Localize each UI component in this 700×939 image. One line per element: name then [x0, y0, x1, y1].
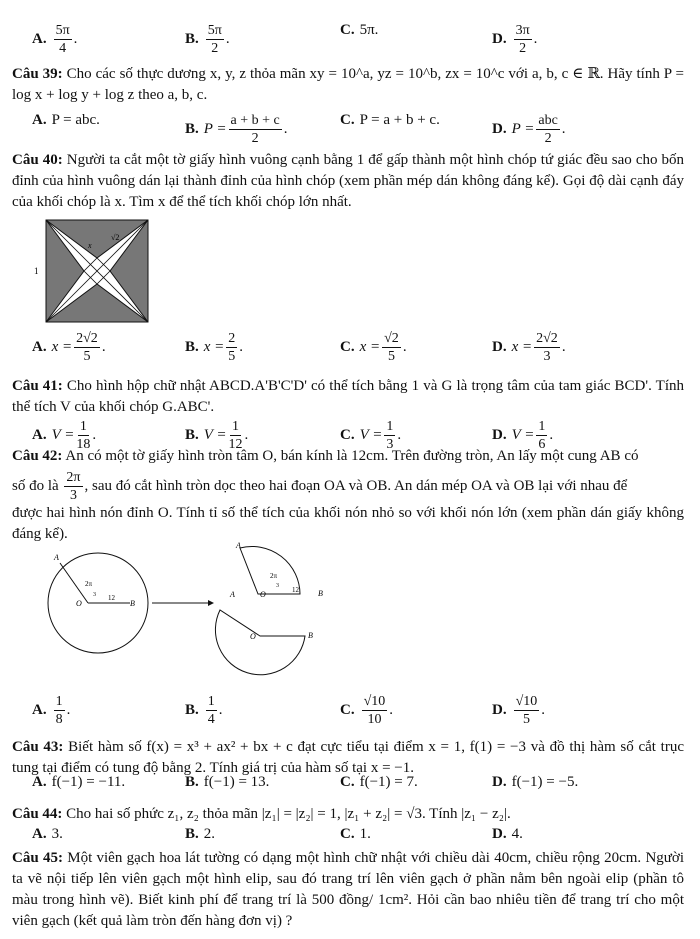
option-c: [340, 112, 440, 129]
option-suffix: .: [389, 702, 394, 718]
fraction-denominator: 2: [211, 41, 219, 56]
option-suffix: .: [101, 339, 106, 355]
q42-figure: [30, 538, 360, 688]
option-prefix: P =: [511, 121, 535, 137]
fraction-denominator: 18: [76, 437, 91, 452]
q42-body-b-post: , sau đó cắt hình tròn dọc theo hai đoạn OA và OB. An dán mép OA và OB lại với nhau để: [84, 477, 628, 494]
fraction-denominator: 12: [228, 437, 243, 452]
fraction-denominator: 2: [251, 131, 259, 146]
option-suffix: .: [541, 702, 546, 718]
option-text: 4.: [511, 826, 523, 842]
option-prefix: x =: [51, 339, 73, 355]
large-label-O: O: [250, 632, 256, 641]
option-text: f(−1) = 13.: [203, 774, 270, 790]
option-text: P = a + b + c.: [359, 112, 440, 128]
fraction-denominator: 5: [387, 349, 395, 364]
fraction-denominator: 8: [55, 712, 63, 727]
q41-label: Câu 41:: [12, 378, 63, 394]
label-A: A: [54, 553, 59, 562]
option-a: [32, 330, 106, 365]
sector-label-B: B: [318, 589, 323, 598]
label-B: B: [130, 599, 135, 608]
q45-body: Một viên gạch hoa lát tường có dạng một hình chữ nhật với chiều dài 40cm, chiều rộng 20cm. Người ta vẽ nội tiếp lên viên gạch một hình elip, sau đó trang trí lên viên gạch ở phần nằm bên ngoài elip (phần tô màu trong hình vẽ). Biết kinh phí để trang trí là 500 đồng/ 1cm². Hỏi cần bao nhiêu tiền để trang trí cho một viên gạch (kết quả làm tròn đến hàng đơn vị) ?: [12, 850, 685, 929]
option-suffix: .: [283, 121, 288, 137]
label-radius: 12: [108, 594, 115, 602]
fraction-denominator: 2: [519, 41, 527, 56]
q42-body-b-pre: số đo là: [12, 477, 59, 494]
fraction-denominator: 3: [543, 349, 551, 364]
q43-body: Biết hàm số f(x) = x³ + ax² + bx + c đạt cực tiểu tại điểm x = 1, f(1) = −3 và đồ thị hàm số cắt trục tung tại điểm có tung độ bằng 2. Tính giá trị của hàm số tại x = −1.: [12, 739, 684, 776]
option-label: C.: [340, 774, 355, 790]
option-fraction: [382, 330, 401, 365]
option-suffix: .: [239, 339, 244, 355]
q42-angle-den: 3: [69, 488, 77, 503]
q42-angle-fraction: [64, 469, 82, 504]
option-fraction: [54, 693, 65, 728]
option-label: B.: [185, 826, 199, 842]
large-label-A: A: [230, 590, 235, 599]
option-prefix: x =: [511, 339, 533, 355]
sector-label-angle-den: 3: [276, 583, 279, 589]
option-label: B.: [185, 31, 199, 47]
option-label: B.: [185, 121, 199, 137]
fraction-numerator: √10: [363, 694, 386, 709]
fraction-denominator: 2: [544, 131, 552, 146]
large-label-B: B: [308, 631, 313, 640]
option-text: 5π.: [359, 22, 379, 38]
option-c: [340, 693, 393, 728]
fraction-denominator: 5: [228, 349, 236, 364]
option-suffix: .: [533, 31, 538, 47]
option-label: C.: [340, 702, 355, 718]
fraction-denominator: 4: [207, 712, 215, 727]
fraction-numerator: 2: [228, 331, 236, 346]
option-label: D.: [492, 774, 507, 790]
q45-label: Câu 45:: [12, 850, 63, 866]
q40-figure-square: [28, 218, 198, 324]
x-label: x: [88, 241, 92, 250]
q44-label: Câu 44:: [12, 806, 63, 822]
option-b: [185, 774, 269, 791]
diag-label: √2: [111, 233, 120, 242]
option-label: A.: [32, 427, 47, 443]
option-fraction: [206, 22, 224, 57]
q42-text-b: [12, 469, 684, 504]
option-prefix: V =: [203, 427, 227, 443]
option-suffix: .: [549, 427, 554, 443]
option-text: f(−1) = 7.: [359, 774, 418, 790]
option-d: [492, 112, 566, 147]
option-label: B.: [185, 774, 199, 790]
q41-text: [12, 376, 684, 418]
fraction-numerator: 1: [232, 419, 240, 434]
q43-text: [12, 737, 684, 779]
label-angle-den: 3: [93, 592, 96, 598]
option-c: [340, 330, 407, 365]
fraction-numerator: √2: [384, 331, 399, 346]
option-suffix: .: [92, 427, 97, 443]
option-text: P = abc.: [51, 112, 100, 128]
option-fraction: [514, 693, 540, 728]
option-suffix: .: [402, 339, 407, 355]
option-label: B.: [185, 427, 199, 443]
option-label: C.: [340, 826, 355, 842]
option-a: [32, 693, 70, 728]
q42-angle-num: 2π: [66, 470, 81, 485]
option-d: [492, 774, 578, 791]
option-label: D.: [492, 427, 507, 443]
option-prefix: V =: [51, 427, 75, 443]
option-label: B.: [185, 702, 199, 718]
option-b: [185, 826, 215, 843]
side-label: 1: [34, 266, 39, 276]
label-O: O: [76, 599, 82, 608]
option-suffix: .: [561, 121, 566, 137]
fraction-numerator: 2√2: [536, 331, 558, 346]
option-c: [340, 826, 371, 843]
fraction-numerator: abc: [538, 113, 558, 128]
q42-label: Câu 42:: [12, 448, 63, 464]
option-prefix: x =: [359, 339, 381, 355]
q42-text-a: [12, 446, 684, 467]
option-label: C.: [340, 427, 355, 443]
option-label: D.: [492, 121, 507, 137]
option-fraction: [226, 330, 237, 365]
fraction-numerator: 1: [207, 694, 215, 709]
sector-label-angle: 2π: [270, 572, 278, 580]
label-angle: 2π: [85, 580, 93, 588]
fraction-denominator: 5: [83, 349, 91, 364]
option-text: f(−1) = −11.: [51, 774, 126, 790]
option-label: D.: [492, 826, 507, 842]
option-prefix: V =: [511, 427, 535, 443]
q43-label: Câu 43:: [12, 739, 64, 755]
option-a: [32, 826, 63, 843]
fraction-numerator: 1: [386, 419, 394, 434]
fraction-denominator: 5: [522, 712, 530, 727]
fraction-numerator: 5π: [207, 23, 222, 38]
option-text: 2.: [203, 826, 216, 842]
option-label: D.: [492, 339, 507, 355]
fraction-denominator: 6: [538, 437, 546, 452]
fraction-numerator: √10: [515, 694, 538, 709]
option-suffix: .: [225, 31, 230, 47]
option-d: [492, 693, 545, 728]
sector-label-A: A: [236, 541, 241, 550]
option-text: f(−1) = −5.: [511, 774, 579, 790]
fraction-numerator: 5π: [55, 23, 70, 38]
option-d: [492, 826, 523, 843]
q39-body: Cho các số thực dương x, y, z thỏa mãn xy = 10^a, yz = 10^b, zx = 10^c với a, b, c ∈ ℝ. Hãy tính P = log x + log y + log z theo a, b, c.: [12, 66, 685, 103]
option-label: C.: [340, 112, 355, 128]
option-suffix: .: [561, 339, 566, 355]
large-sector: [215, 610, 305, 675]
option-text: 3.: [51, 826, 63, 842]
option-label: A.: [32, 774, 47, 790]
option-label: B.: [185, 339, 199, 355]
q38-options: [0, 22, 700, 62]
option-label: D.: [492, 702, 507, 718]
option-label: C.: [340, 22, 355, 38]
fraction-numerator: 1: [79, 419, 87, 434]
option-prefix: V =: [359, 427, 383, 443]
option-c: [340, 774, 418, 791]
arrow-head: [208, 600, 214, 606]
option-d: [492, 330, 566, 365]
q39-text: [12, 64, 684, 106]
option-fraction: [229, 112, 282, 147]
option-label: D.: [492, 31, 507, 47]
option-suffix: .: [218, 702, 223, 718]
option-fraction: [534, 330, 560, 365]
fraction-denominator: 10: [367, 712, 382, 727]
option-label: A.: [32, 31, 47, 47]
fraction-numerator: 1: [55, 694, 63, 709]
option-label: A.: [32, 826, 47, 842]
option-fraction: [54, 22, 72, 57]
q39-options: [0, 112, 700, 152]
option-a: [32, 22, 77, 57]
option-label: A.: [32, 702, 47, 718]
fraction-numerator: 3π: [515, 23, 530, 38]
q40-body: Người ta cắt một tờ giấy hình vuông cạnh bằng 1 để gấp thành một hình chóp tứ giác đều sao cho bốn đỉnh của hình vuông dán lại thành đỉnh của hình chóp (xem phần mép dán không đáng kể). Gọi độ dài cạnh đáy của khối chóp là x. Tìm x để thể tích khối chóp lớn nhất.: [12, 152, 684, 210]
option-fraction: [74, 330, 100, 365]
option-prefix: P =: [203, 121, 227, 137]
sector-label-radius: 12: [292, 586, 299, 594]
option-prefix: x =: [203, 339, 225, 355]
option-fraction: [536, 112, 559, 147]
radius-OA: [60, 563, 88, 603]
option-a: [32, 774, 125, 791]
option-d: [492, 22, 537, 57]
option-fraction: [362, 693, 388, 728]
option-a: [32, 112, 100, 129]
option-suffix: .: [397, 427, 402, 443]
option-fraction: [514, 22, 532, 57]
option-suffix: .: [66, 702, 71, 718]
q40-label: Câu 40:: [12, 152, 63, 168]
option-c: [340, 22, 378, 39]
q41-body: Cho hình hộp chữ nhật ABCD.A'B'C'D' có thể tích bằng 1 và G là trọng tâm của tam giác BCD'. Tính thể tích V của khối chóp G.ABC'.: [12, 378, 684, 415]
q44-body: Cho hai số phức z₁, z₂ thỏa mãn |z₁| = |z₂| = 1, |z₁ + z₂| = √3. Tính |z₁ − z₂|.: [66, 806, 511, 822]
q42-body-a: An có một tờ giấy hình tròn tâm O, bán kính là 12cm. Trên đường tròn, An lấy một cung AB có: [65, 448, 639, 464]
q42-body-c: được hai hình nón đỉnh O. Tính tỉ số thể tích của khối nón nhỏ so với khối nón lớn (xem phần dán giấy không đáng kể).: [12, 505, 684, 542]
fraction-numerator: 2√2: [76, 331, 98, 346]
option-b: [185, 693, 223, 728]
option-label: A.: [32, 339, 47, 355]
fraction-denominator: 4: [59, 41, 67, 56]
option-b: [185, 330, 243, 365]
option-suffix: .: [244, 427, 249, 443]
q40-text: [12, 150, 684, 213]
q45-text: [12, 848, 684, 932]
option-label: C.: [340, 339, 355, 355]
option-b: [185, 112, 288, 147]
q44-text: [12, 804, 684, 825]
q42-options: [0, 693, 700, 733]
fraction-numerator: 1: [538, 419, 546, 434]
sector-label-O: O: [260, 590, 266, 599]
q40-options: [0, 330, 700, 370]
q39-label: Câu 39:: [12, 66, 63, 82]
option-suffix: .: [73, 31, 78, 47]
fraction-numerator: a + b + c: [230, 113, 280, 128]
option-b: [185, 22, 230, 57]
option-text: 1.: [359, 826, 371, 842]
option-label: A.: [32, 112, 47, 128]
fraction-denominator: 3: [386, 437, 394, 452]
small-sector: [240, 546, 300, 594]
option-fraction: [206, 693, 217, 728]
